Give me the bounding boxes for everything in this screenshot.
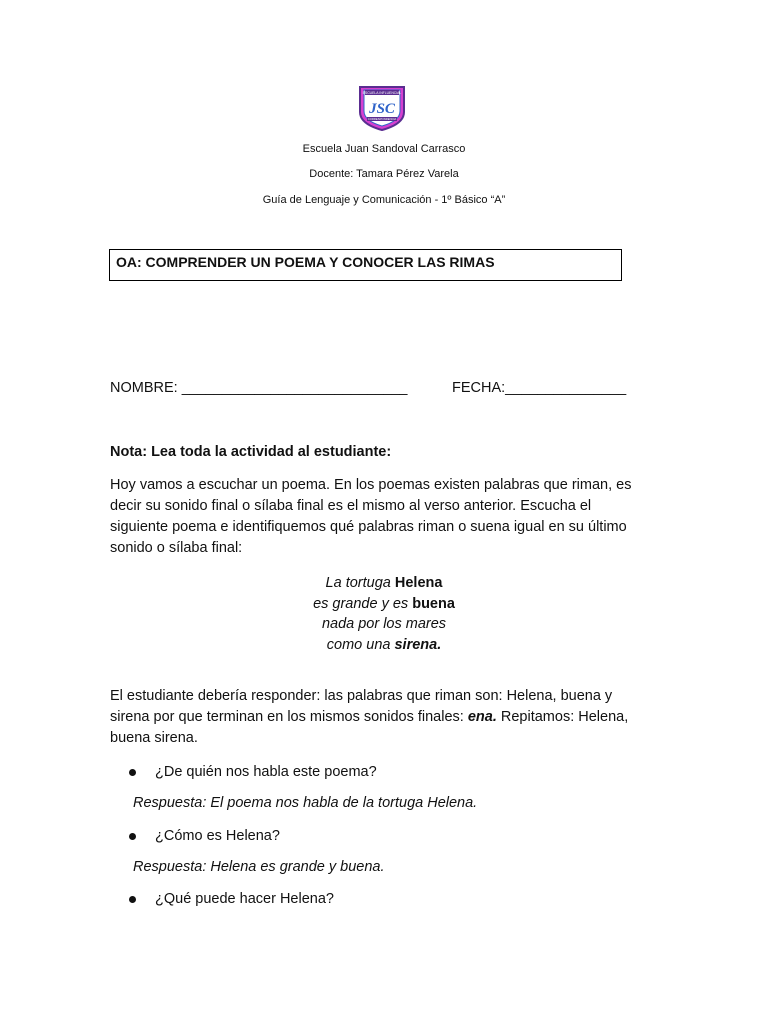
answer-text: Respuesta: Helena es grande y buena. <box>133 859 385 875</box>
poem <box>0 573 768 655</box>
teacher-name: Docente: Tamara Pérez Varela <box>309 168 459 180</box>
logo-initials: JSC <box>369 101 395 117</box>
rhyme-word: Helena <box>394 575 443 591</box>
rhyme-word: buena <box>412 595 455 612</box>
poem-line: como una sirena. <box>326 636 442 653</box>
school-logo <box>357 84 407 132</box>
guide-title: Guía de Lenguaje y Comunicación - 1º Básico “A” <box>262 194 506 206</box>
poem-line: La tortuga Helena <box>325 575 443 591</box>
poem-line: es grande y es buena <box>313 595 455 612</box>
rhyme-word: sirena. <box>394 636 442 653</box>
name-date-row <box>110 380 627 396</box>
question-text: ¿De quién nos habla este poema? <box>155 764 377 780</box>
bullet-icon <box>129 896 136 903</box>
rhyme-ending: ena. <box>467 709 497 725</box>
logo-ribbon-text: CORRESPONDENCIA <box>367 117 397 122</box>
answer-text: Respuesta: El poema nos habla de la tortuga Helena. <box>133 795 478 811</box>
name-field[interactable]: NOMBRE: ____________________________ <box>110 380 408 396</box>
objective-box <box>109 249 622 281</box>
school-name: Escuela Juan Sandoval Carrasco <box>302 143 466 155</box>
date-field[interactable]: FECHA:_______________ <box>452 380 627 396</box>
intro-paragraph: Hoy vamos a escuchar un poema. En los poemas existen palabras que riman, es decir su sonido final o sílaba final es el mismo al verso anterior. Escucha el siguiente poema e identifiquemos qué palabras riman o suena igual en su último sonido o sílaba final: <box>110 477 632 556</box>
bullet-icon <box>129 769 136 776</box>
objective-text: OA: COMPRENDER UN POEMA Y CONOCER LAS RIMAS <box>116 254 495 270</box>
note-heading: Nota: Lea toda la actividad al estudiante: <box>110 444 392 460</box>
poem-line: nada por los mares <box>321 616 447 632</box>
question-text: ¿Cómo es Helena? <box>155 828 280 844</box>
question-text: ¿Qué puede hacer Helena? <box>155 891 334 907</box>
explanation-paragraph: El estudiante debería responder: las palabras que riman son: Helena, buena y sirena por que terminan en los mismos sonidos finales: ena. Repitamos: Helena, buena sirena. <box>110 688 629 746</box>
bullet-icon <box>129 833 136 840</box>
logo-banner-text: ESCUELA INFLUENCIAL <box>362 91 402 95</box>
